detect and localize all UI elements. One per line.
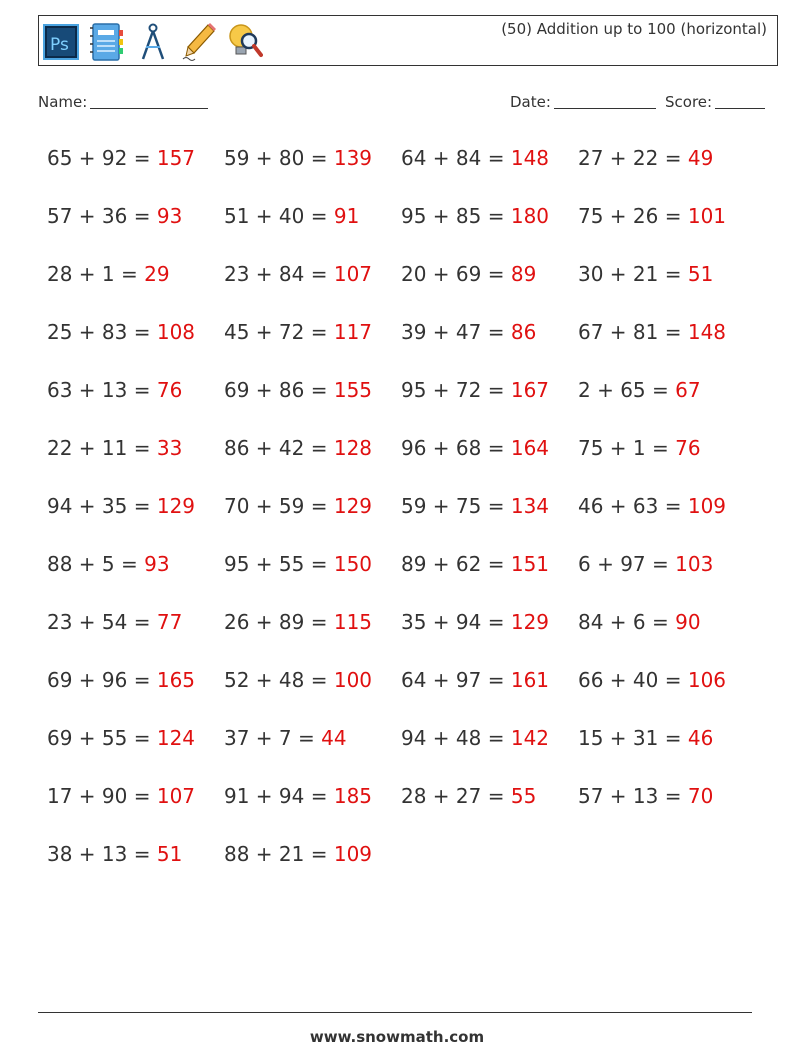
problem-item [47,378,182,402]
problem-item [401,320,536,344]
problem-item [224,494,372,518]
problem-expression: 23 + 84 = [224,262,328,286]
problem-item [401,494,549,518]
problem-answer: 44 [321,726,347,750]
problem-item [401,204,549,228]
problem-item [401,668,549,692]
problem-expression: 96 + 68 = [401,436,505,460]
problem-expression: 94 + 35 = [47,494,151,518]
problem-item [224,842,372,866]
problem-item [47,842,182,866]
problem-answer: 109 [333,842,373,866]
problem-item [47,146,195,170]
problem-expression: 67 + 81 = [578,320,682,344]
problem-answer: 129 [156,494,196,518]
name-blank[interactable] [90,94,208,109]
problem-expression: 70 + 59 = [224,494,328,518]
problem-item [578,262,713,286]
problem-expression: 94 + 48 = [401,726,505,750]
problem-item [578,784,713,808]
problem-item [47,494,195,518]
problem-answer: 89 [510,262,537,286]
problem-item [224,436,372,460]
problem-item [401,784,536,808]
problem-expression: 69 + 86 = [224,378,328,402]
problem-item [401,552,549,576]
problem-answer: 139 [333,146,373,170]
problem-expression: 27 + 22 = [578,146,682,170]
problem-answer: 33 [156,436,183,460]
problem-item [224,784,372,808]
problem-item [578,610,701,634]
problem-expression: 57 + 13 = [578,784,682,808]
problem-expression: 64 + 84 = [401,146,505,170]
problem-answer: 117 [333,320,373,344]
problem-answer: 150 [333,552,373,576]
problem-expression: 64 + 97 = [401,668,505,692]
problem-expression: 17 + 90 = [47,784,151,808]
problem-item [47,552,170,576]
problem-expression: 22 + 11 = [47,436,151,460]
problem-answer: 134 [510,494,550,518]
problem-item [224,378,372,402]
problem-expression: 59 + 80 = [224,146,328,170]
photoshop-icon [43,22,79,62]
score-field [665,93,765,111]
problem-answer: 165 [156,668,196,692]
problem-item [401,726,549,750]
problem-answer: 108 [156,320,196,344]
problem-item [224,262,372,286]
problem-answer: 86 [510,320,537,344]
problem-answer: 76 [156,378,183,402]
problem-answer: 55 [510,784,537,808]
problem-expression: 59 + 75 = [401,494,505,518]
problem-expression: 45 + 72 = [224,320,328,344]
problem-item [47,668,195,692]
problem-item [47,262,170,286]
problem-item [224,726,347,750]
problem-item [224,320,372,344]
problem-item [578,320,726,344]
problem-expression: 91 + 94 = [224,784,328,808]
score-label: Score: [665,93,713,111]
problem-answer: 29 [144,262,170,286]
problem-answer: 148 [510,146,550,170]
problem-answer: 109 [687,494,727,518]
problem-item [578,494,726,518]
problem-item [578,436,701,460]
problem-item [401,378,549,402]
problem-answer: 128 [333,436,373,460]
problem-expression: 46 + 63 = [578,494,682,518]
problem-item [578,668,726,692]
problem-item [47,610,182,634]
problem-expression: 6 + 97 = [578,552,669,576]
svg-text:Ps: Ps [50,35,69,55]
problem-answer: 161 [510,668,550,692]
name-label: Name: [38,93,88,111]
problem-expression: 51 + 40 = [224,204,328,228]
problem-item [47,784,195,808]
problem-answer: 107 [333,262,373,286]
icon-strip [43,21,263,63]
footer-url: www.snowmath.com [309,1028,485,1046]
problem-answer: 49 [687,146,714,170]
problem-answer: 91 [333,204,360,228]
problem-answer: 90 [675,610,701,634]
problem-answer: 106 [687,668,727,692]
problem-answer: 124 [156,726,196,750]
problem-item [47,204,182,228]
problem-answer: 51 [156,842,183,866]
problem-expression: 69 + 55 = [47,726,151,750]
problem-item [401,262,536,286]
notebook-icon [89,22,125,62]
problem-expression: 15 + 31 = [578,726,682,750]
problem-item [401,146,549,170]
problem-expression: 65 + 92 = [47,146,151,170]
problem-item [578,726,713,750]
problem-expression: 52 + 48 = [224,668,328,692]
problem-expression: 89 + 62 = [401,552,505,576]
problem-item [224,668,372,692]
worksheet-header [38,15,778,66]
problem-answer: 129 [333,494,373,518]
problem-item [224,610,372,634]
problem-expression: 38 + 13 = [47,842,151,866]
problem-item [578,204,726,228]
problem-item [224,146,372,170]
problem-answer: 157 [156,146,196,170]
score-blank[interactable] [715,94,765,109]
problem-expression: 26 + 89 = [224,610,328,634]
problem-expression: 20 + 69 = [401,262,505,286]
problem-expression: 69 + 96 = [47,668,151,692]
problem-expression: 95 + 85 = [401,204,505,228]
problem-item [578,552,713,576]
pencil-icon [181,22,217,62]
problem-answer: 67 [675,378,701,402]
problem-answer: 46 [687,726,714,750]
problem-item [401,436,549,460]
date-blank[interactable] [554,94,656,109]
problem-answer: 70 [687,784,714,808]
problem-expression: 88 + 5 = [47,552,138,576]
problem-item [224,204,359,228]
problem-answer: 100 [333,668,373,692]
problem-answer: 151 [510,552,550,576]
problem-answer: 164 [510,436,550,460]
problem-answer: 155 [333,378,373,402]
problem-expression: 75 + 26 = [578,204,682,228]
problem-expression: 30 + 21 = [578,262,682,286]
date-label: Date: [510,93,551,111]
problem-answer: 142 [510,726,550,750]
problem-expression: 28 + 1 = [47,262,138,286]
problem-answer: 101 [687,204,727,228]
problem-expression: 25 + 83 = [47,320,151,344]
name-field [38,93,208,111]
problem-item [47,436,182,460]
problem-item [578,146,713,170]
problem-expression: 39 + 47 = [401,320,505,344]
problem-answer: 93 [156,204,183,228]
problem-expression: 2 + 65 = [578,378,669,402]
problem-answer: 51 [687,262,714,286]
problem-expression: 88 + 21 = [224,842,328,866]
worksheet-title: (50) Addition up to 100 (horizontal) [501,20,767,38]
footer-divider [38,1012,752,1013]
problem-item [47,320,195,344]
problem-expression: 35 + 94 = [401,610,505,634]
compass-icon [135,22,171,62]
problem-expression: 66 + 40 = [578,668,682,692]
problem-answer: 180 [510,204,550,228]
problem-answer: 148 [687,320,727,344]
problem-answer: 167 [510,378,550,402]
problem-answer: 107 [156,784,196,808]
problem-expression: 28 + 27 = [401,784,505,808]
problem-expression: 84 + 6 = [578,610,669,634]
problem-answer: 76 [675,436,701,460]
problem-answer: 77 [156,610,183,634]
problem-expression: 95 + 55 = [224,552,328,576]
problem-answer: 185 [333,784,373,808]
problem-item [578,378,701,402]
problem-answer: 115 [333,610,373,634]
problem-expression: 95 + 72 = [401,378,505,402]
problem-expression: 86 + 42 = [224,436,328,460]
problem-item [224,552,372,576]
lightbulb-magnifier-icon [227,22,263,62]
problem-expression: 75 + 1 = [578,436,669,460]
problem-answer: 129 [510,610,550,634]
problem-expression: 23 + 54 = [47,610,151,634]
problem-expression: 63 + 13 = [47,378,151,402]
date-field [510,93,656,111]
problem-item [47,726,195,750]
problem-expression: 57 + 36 = [47,204,151,228]
problem-expression: 37 + 7 = [224,726,315,750]
problem-answer: 103 [675,552,714,576]
problem-item [401,610,549,634]
problem-answer: 93 [144,552,170,576]
